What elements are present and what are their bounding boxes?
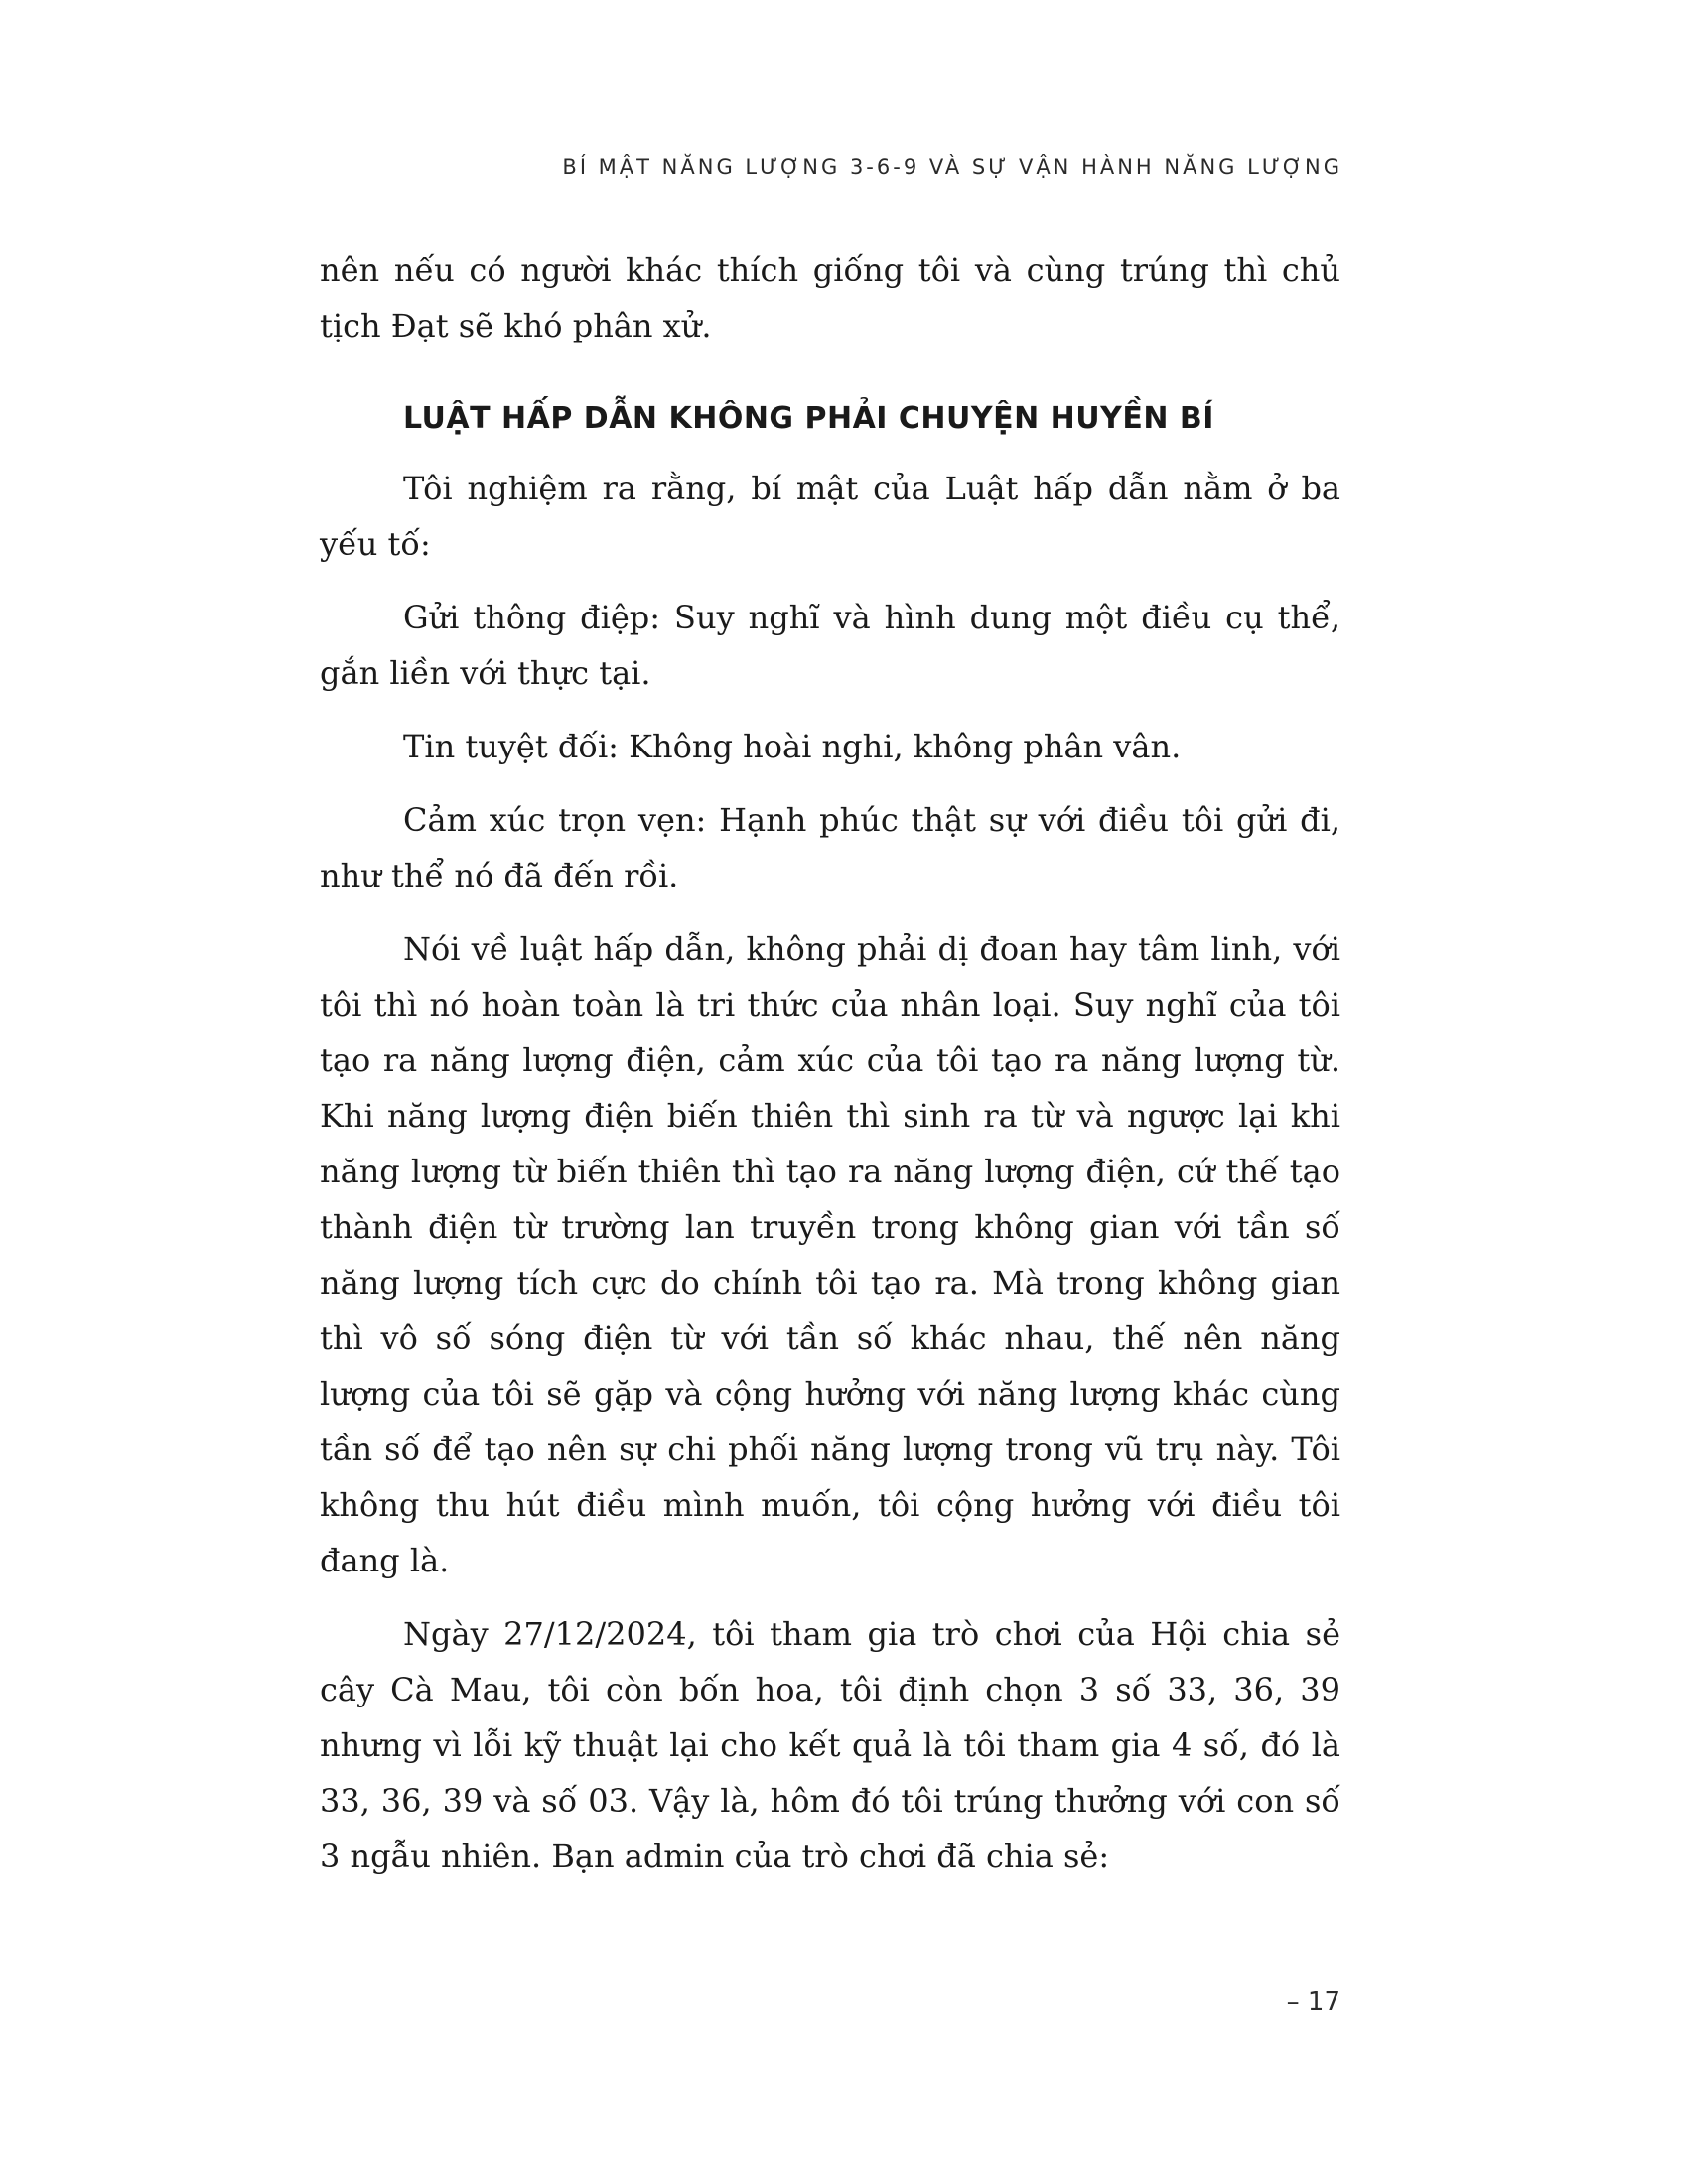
page-body — [320, 242, 1340, 1902]
paragraph-4: Cảm xúc trọn vẹn: Hạnh phúc thật sự với điều tôi gửi đi, như thể nó đã đến rồi. — [320, 801, 1340, 894]
running-header: BÍ MẬT NĂNG LƯỢNG 3-6-9 VÀ SỰ VẬN HÀNH NĂNG LƯỢNG — [562, 155, 1342, 179]
paragraph-1: Tôi nghiệm ra rằng, bí mật của Luật hấp dẫn nằm ở ba yếu tố: — [320, 470, 1340, 563]
paragraph-2: Gửi thông điệp: Suy nghĩ và hình dung một điều cụ thể, gắn liền với thực tại. — [320, 599, 1340, 692]
section-heading: LUẬT HẤP DẪN KHÔNG PHẢI CHUYỆN HUYỀN BÍ — [403, 401, 1214, 436]
paragraph-3: Tin tuyệt đối: Không hoài nghi, không phân vân. — [403, 728, 1182, 765]
page-number: – 17 — [1286, 1987, 1340, 2017]
paragraph-continuation: nên nếu có người khác thích giống tôi và cùng trúng thì chủ tịch Đạt sẽ khó phân xử. — [320, 251, 1340, 344]
paragraph-6: Ngày 27/12/2024, tôi tham gia trò chơi của Hội chia sẻ cây Cà Mau, tôi còn bốn hoa, tôi định chọn 3 số 33, 36, 39 nhưng vì lỗi kỹ thuật lại cho kết quả là tôi tham gia 4 số, đó là 33, 36, 39 và số 03. Vậy là, hôm đó tôi trúng thưởng với con số 3 ngẫu nhiên. Bạn admin của trò chơi đã chia sẻ: — [320, 1615, 1340, 1875]
paragraph-5: Nói về luật hấp dẫn, không phải dị đoan hay tâm linh, với tôi thì nó hoàn toàn là tri thức của nhân loại. Suy nghĩ của tôi tạo ra năng lượng điện, cảm xúc của tôi tạo ra năng lượng từ. Khi năng lượng điện biến thiên thì sinh ra từ và ngược lại khi năng lượng từ biến thiên thì tạo ra năng lượng điện, cứ thế tạo thành điện từ trường lan truyền trong không gian với tần số năng lượng tích cực do chính tôi tạo ra. Mà trong không gian thì vô số sóng điện từ với tần số khác nhau, thế nên năng lượng của tôi sẽ gặp và cộng hưởng với năng lượng khác cùng tần số để tạo nên sự chi phối năng lượng trong vũ trụ này. Tôi không thu hút điều mình muốn, tôi cộng hưởng với điều tôi đang là. — [320, 930, 1340, 1579]
